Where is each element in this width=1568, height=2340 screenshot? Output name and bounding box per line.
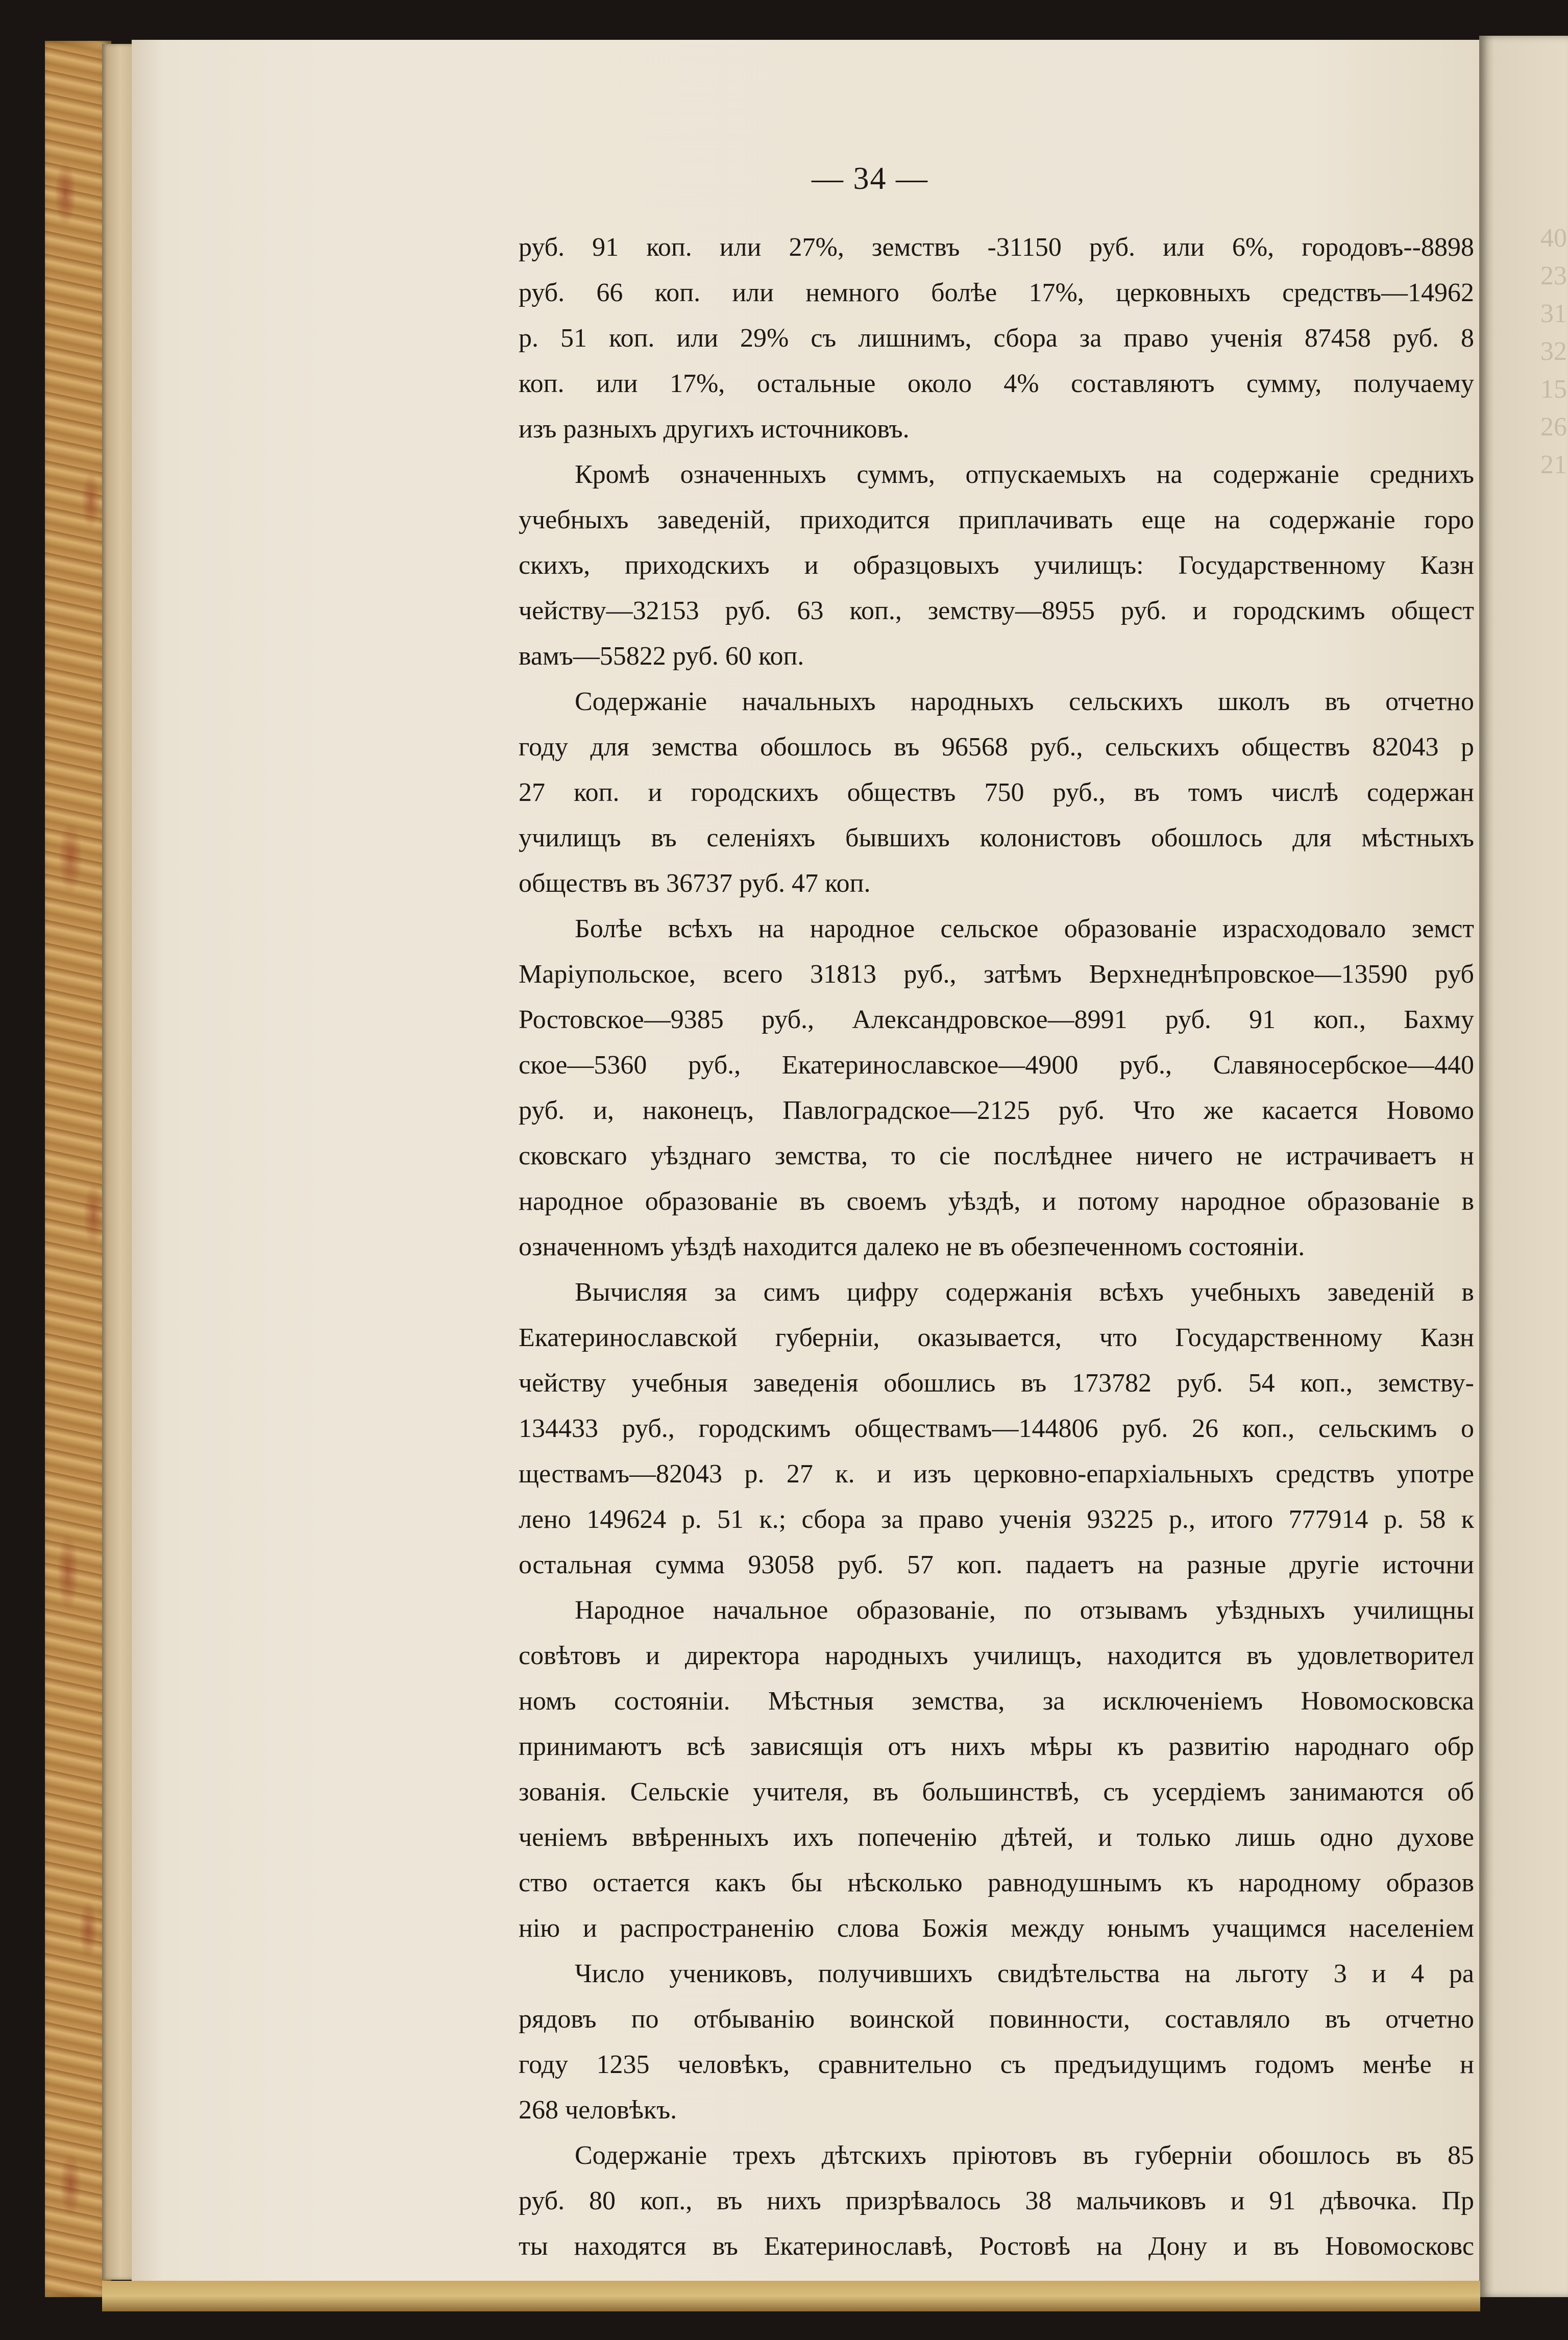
text-line: чейству—32153 руб. 63 коп., земству—8955 руб. и городскимъ общест xyxy=(519,596,1474,625)
text-line: остальная сумма 93058 руб. 57 коп. падаетъ на разные другіе источни xyxy=(519,1550,1474,1579)
text-line: зованія. Сельскіе учителя, въ большинствѣ, съ усердіемъ занимаются об xyxy=(519,1777,1474,1807)
text-line: сковскаго уѣзднаго земства, то сіе послѣднее ничего не истрачиваетъ н xyxy=(519,1141,1474,1171)
text-line: скихъ, приходскихъ и образцовыхъ училищъ: Государственному Казн xyxy=(519,551,1474,580)
text-line: руб. 80 коп., въ нихъ призрѣвалось 38 мальчиковъ и 91 дѣвочка. Пр xyxy=(519,2186,1474,2215)
paragraph-start-line: Народное начальное образованіе, по отзывамъ уѣздныхъ училищны xyxy=(575,1596,1474,1625)
text-line: ское—5360 руб., Екатеринославское—4900 руб., Славяносербское—440 xyxy=(519,1051,1474,1080)
paragraph-start-line: Болѣе всѣхъ на народное сельское образованіе израсходовало земст xyxy=(575,914,1474,943)
text-line: руб. 91 коп. или 27%, земствъ -31150 руб. или 6%, городовъ--8898 xyxy=(519,233,1474,262)
text-line: номъ состояніи. Мѣстныя земства, за исключеніемъ Новомосковска xyxy=(519,1687,1474,1716)
text-line: 268 человѣкъ. xyxy=(519,2095,677,2125)
book-bottom-edge xyxy=(102,2281,1480,2311)
text-line: нію и распространенію слова Божія между юнымъ учащимся населеніем xyxy=(519,1914,1474,1943)
text-line: училищъ въ селеніяхъ бывшихъ колонистовъ обошлось для мѣстныхъ xyxy=(519,823,1474,852)
text-line: означенномъ уѣздѣ находится далеко не въ обезпеченномъ состояніи. xyxy=(519,1232,1305,1261)
body-text xyxy=(519,225,1474,2269)
text-line: ществамъ—82043 р. 27 к. и изъ церковно-епархіальныхъ средствъ употре xyxy=(519,1459,1474,1489)
paragraph-start-line: Содержаніе начальныхъ народныхъ сельскихъ школъ въ отчетно xyxy=(575,687,1474,716)
text-line: учебныхъ заведеній, приходится приплачивать еще на содержаніе горо xyxy=(519,505,1474,534)
cover-marbling-pattern xyxy=(45,41,111,2297)
paragraph-start-line: Кромѣ означенныхъ суммъ, отпускаемыхъ на содержаніе среднихъ xyxy=(575,460,1474,489)
page-number: — 34 — xyxy=(812,161,928,196)
text-line: чейству учебныя заведенія обошлись въ 173782 руб. 54 коп., земству- xyxy=(519,1369,1474,1398)
text-line: рядовъ по отбыванію воинской повинности, составляло въ отчетно xyxy=(519,2005,1474,2034)
facing-page-bleed-through: 40 23 31 32 15 26 21 xyxy=(1540,224,1567,479)
text-line: году 1235 человѣкъ, сравнительно съ предъидущимъ годомъ менѣе н xyxy=(519,2050,1474,2079)
text-line: ты находятся въ Екатеринославѣ, Ростовѣ на Дону и въ Новомосковс xyxy=(519,2232,1474,2261)
paragraph-start-line: Число учениковъ, получившихъ свидѣтельства на льготу 3 и 4 ра xyxy=(575,1959,1474,1988)
text-line: народное образованіе въ своемъ уѣздѣ, и потому народное образованіе в xyxy=(519,1187,1474,1216)
text-line: ченіемъ ввѣренныхъ ихъ попеченію дѣтей, и только лишь одно духове xyxy=(519,1823,1474,1852)
text-line: году для земства обошлось въ 96568 руб., сельскихъ обществъ 82043 р xyxy=(519,733,1474,762)
text-line: Ростовское—9385 руб., Александровское—8991 руб. 91 коп., Бахму xyxy=(519,1005,1474,1034)
text-line: 134433 руб., городскимъ обществамъ—144806 руб. 26 коп., сельскимъ о xyxy=(519,1414,1474,1443)
text-line: изъ разныхъ другихъ источниковъ. xyxy=(519,415,910,444)
text-line: обществъ въ 36737 руб. 47 коп. xyxy=(519,869,871,898)
text-line: 27 коп. и городскихъ обществъ 750 руб., въ томъ числѣ содержан xyxy=(519,778,1474,807)
text-line: р. 51 коп. или 29% съ лишнимъ, сбора за право ученія 87458 руб. 8 xyxy=(519,324,1474,353)
text-line: руб. 66 коп. или немного болѣе 17%, церковныхъ средствъ—14962 xyxy=(519,278,1474,307)
text-line: ство остается какъ бы нѣсколько равнодушнымъ къ народному образов xyxy=(519,1868,1474,1897)
text-line: Екатеринославской губерніи, оказывается, что Государственному Казн xyxy=(519,1323,1474,1352)
text-line: Маріупольское, всего 31813 руб., затѣмъ Верхнеднѣпровское—13590 руб xyxy=(519,960,1474,989)
text-line: принимаютъ всѣ зависящія отъ нихъ мѣры къ развитію народнаго обр xyxy=(519,1732,1474,1761)
page-gutter-edge xyxy=(102,44,133,2280)
text-line: лено 149624 р. 51 к.; сбора за право ученія 93225 р., итого 777914 р. 58 к xyxy=(519,1505,1474,1534)
text-line: руб. и, наконецъ, Павлоградское—2125 руб. Что же касается Новомо xyxy=(519,1096,1474,1125)
text-line: коп. или 17%, остальные около 4% составляютъ сумму, получаему xyxy=(519,369,1474,398)
paragraph-start-line: Вычисляя за симъ цифру содержанія всѣхъ учебныхъ заведеній в xyxy=(575,1278,1474,1307)
paragraph-start-line: Содержаніе трехъ дѣтскихъ пріютовъ въ губерніи обошлось въ 85 xyxy=(575,2141,1474,2170)
text-line: вамъ—55822 руб. 60 коп. xyxy=(519,642,804,671)
text-line: совѣтовъ и директора народныхъ училищъ, находится въ удовлетворител xyxy=(519,1641,1474,1670)
